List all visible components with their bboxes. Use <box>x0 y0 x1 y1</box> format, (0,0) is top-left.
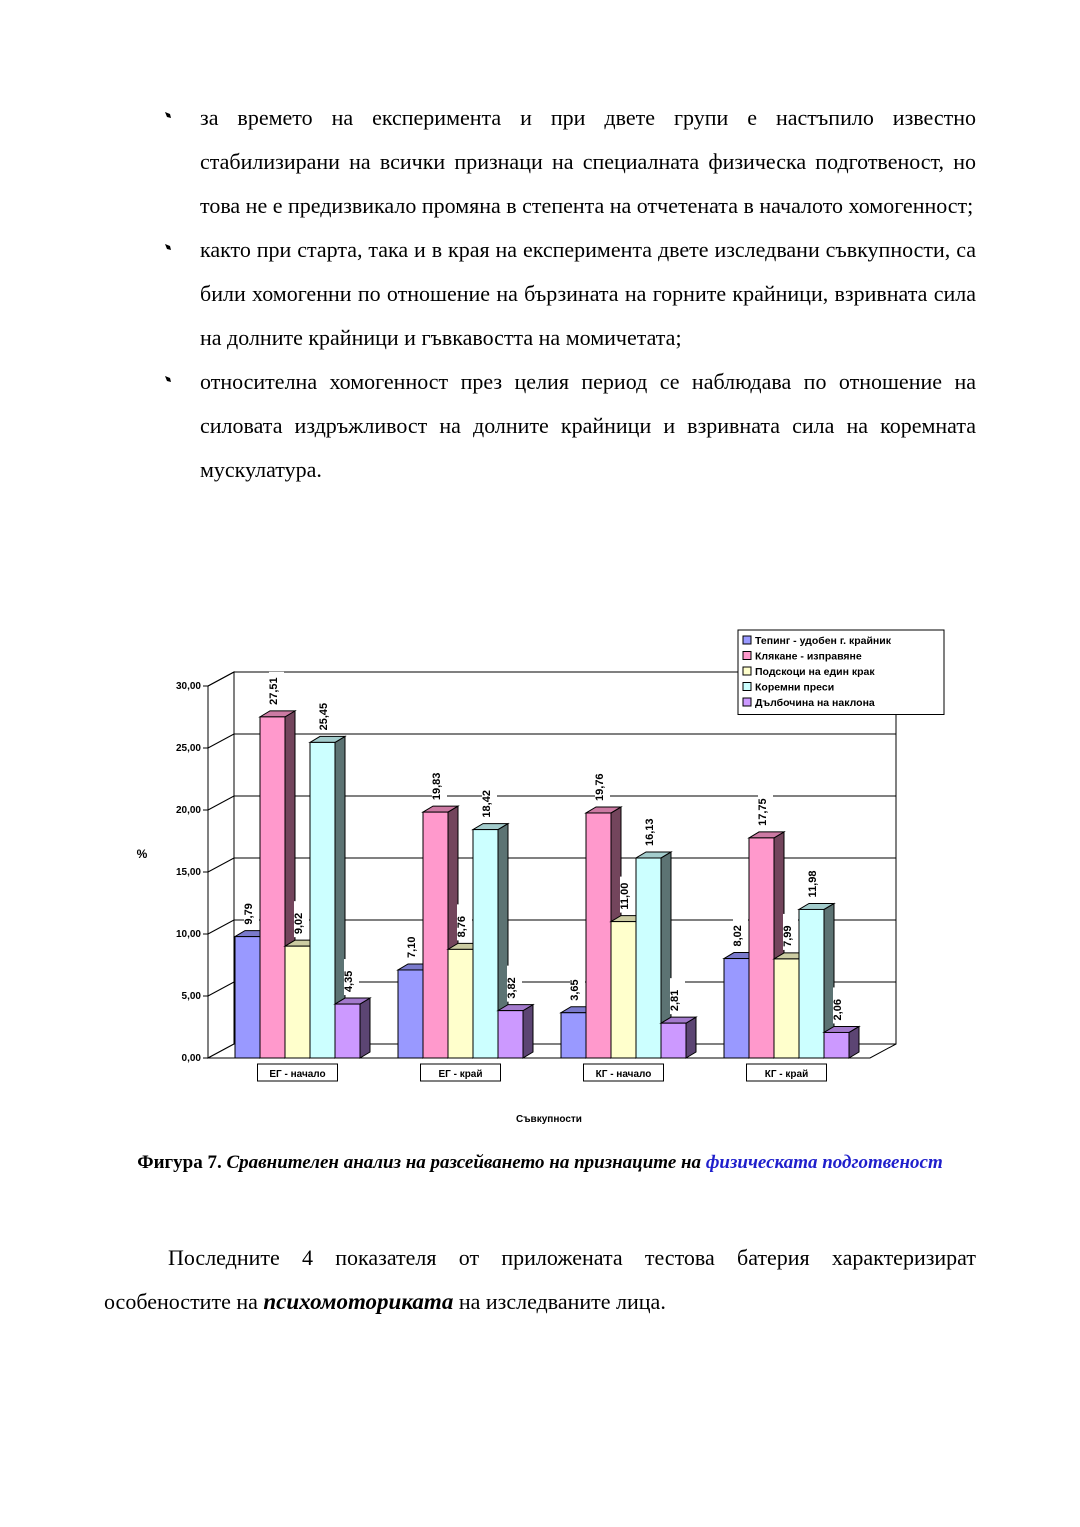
bar <box>586 813 611 1058</box>
bar-side <box>686 1017 696 1058</box>
data-label: 2,06 <box>832 999 844 1021</box>
bar <box>824 1032 849 1058</box>
caption-lead: Фигура 7. <box>137 1152 222 1173</box>
caption-link[interactable]: физическата подготвеност <box>705 1152 943 1173</box>
bar <box>448 949 473 1058</box>
bullet-item <box>0 360 1080 492</box>
bar <box>799 909 824 1058</box>
bar <box>310 742 335 1058</box>
data-label: 8,76 <box>456 915 468 938</box>
bullet-icon <box>164 243 172 251</box>
bullet-text: както при старта, така и в края на експеримента двете изследвани съвкупности, са били хомогенни по отношение на бързината на горните крайници, взривната сила на долните крайници и гъвкавостта на момичетата; <box>200 237 976 350</box>
data-label: 16,13 <box>644 818 656 846</box>
bar-chart-figure <box>130 622 960 1127</box>
bar <box>285 946 310 1058</box>
body-paragraph <box>104 1236 976 1324</box>
bar <box>636 858 661 1058</box>
data-label: 11,00 <box>619 882 631 910</box>
bar <box>661 1023 686 1058</box>
bar-side <box>523 1005 533 1058</box>
legend-label: Дълбочина на наклона <box>755 697 875 709</box>
paragraph-text-end: на изследваните лица. <box>453 1289 666 1314</box>
bar <box>774 959 799 1058</box>
y-tick-label: 15,00 <box>175 867 201 878</box>
bullet-item <box>0 96 1080 228</box>
legend-label: Клякане - изправяне <box>755 650 862 663</box>
bar <box>724 959 749 1058</box>
legend-swatch <box>743 652 751 660</box>
data-label: 2,81 <box>669 989 681 1012</box>
category-label: ЕГ - начало <box>269 1069 326 1080</box>
legend-swatch <box>743 698 751 706</box>
y-tick-label: 25,00 <box>175 743 201 754</box>
legend-swatch <box>743 667 751 675</box>
bar <box>423 812 448 1058</box>
bullet-icon <box>164 111 172 119</box>
data-label: 25,45 <box>318 702 330 731</box>
category-label: КГ - начало <box>595 1069 652 1080</box>
data-label: 8,02 <box>732 925 744 947</box>
legend-label: Подскоци на един крак <box>755 666 875 678</box>
y-tick-label: 0,00 <box>181 1053 201 1064</box>
bullet-list <box>0 96 1080 492</box>
data-label: 17,75 <box>757 798 769 826</box>
data-label: 27,51 <box>268 677 280 705</box>
bar <box>398 970 423 1058</box>
data-label: 3,82 <box>506 977 518 999</box>
y-tick-label: 10,00 <box>175 929 201 940</box>
legend-label: Коремни преси <box>755 681 835 694</box>
bar <box>335 1004 360 1058</box>
y-axis-label: % <box>136 847 148 861</box>
legend-label: Тепинг - удобен г. крайник <box>755 635 891 647</box>
data-label: 11,98 <box>807 870 819 898</box>
bar-chart <box>130 622 960 1127</box>
legend-swatch <box>743 683 751 691</box>
bar <box>749 838 774 1058</box>
data-label: 7,10 <box>406 936 418 958</box>
x-axis-label: Съвкупности <box>516 1114 582 1125</box>
bar <box>498 1011 523 1058</box>
bar <box>561 1013 586 1058</box>
data-label: 19,76 <box>594 773 606 801</box>
data-label: 3,65 <box>569 979 581 1001</box>
bar <box>611 922 636 1058</box>
y-tick-label: 5,00 <box>181 991 201 1002</box>
bar <box>260 717 285 1058</box>
data-label: 18,42 <box>481 790 493 818</box>
bar <box>473 830 498 1058</box>
category-label: ЕГ - край <box>438 1069 483 1080</box>
paragraph-text: Последните 4 показателя от приложената тестова батерия характеризират особеностите на <box>104 1245 976 1314</box>
legend-swatch <box>743 636 751 644</box>
figure-caption <box>110 1147 970 1179</box>
data-label: 4,35 <box>343 970 355 993</box>
data-label: 9,02 <box>293 912 305 935</box>
category-label: КГ - край <box>764 1069 809 1080</box>
bullet-text: относителна хомогенност през целия период се наблюдава по отношение на силовата издръжливост на долните крайници и взривната сила на коремната мускулатура. <box>200 369 976 482</box>
bullet-icon <box>164 375 172 383</box>
bullet-text: за времето на експеримента и при двете групи е настъпило известно стабилизирани на всички признаци на специалната физическа подготвеност, но това не е предизвикало промяна в степента на отчетената в началото хомогенност; <box>200 105 976 218</box>
y-tick-label: 20,00 <box>175 805 201 816</box>
paragraph-emphasis: психомоториката <box>263 1289 454 1314</box>
bar <box>235 937 260 1058</box>
y-tick-label: 30,00 <box>175 681 201 692</box>
caption-title: Сравнителен анализ на разсейването на признаците на <box>226 1152 702 1173</box>
bullet-item <box>0 228 1080 360</box>
data-label: 19,83 <box>431 772 443 801</box>
data-label: 9,79 <box>243 903 255 925</box>
data-label: 7,99 <box>782 925 794 947</box>
bar-side <box>360 998 370 1058</box>
